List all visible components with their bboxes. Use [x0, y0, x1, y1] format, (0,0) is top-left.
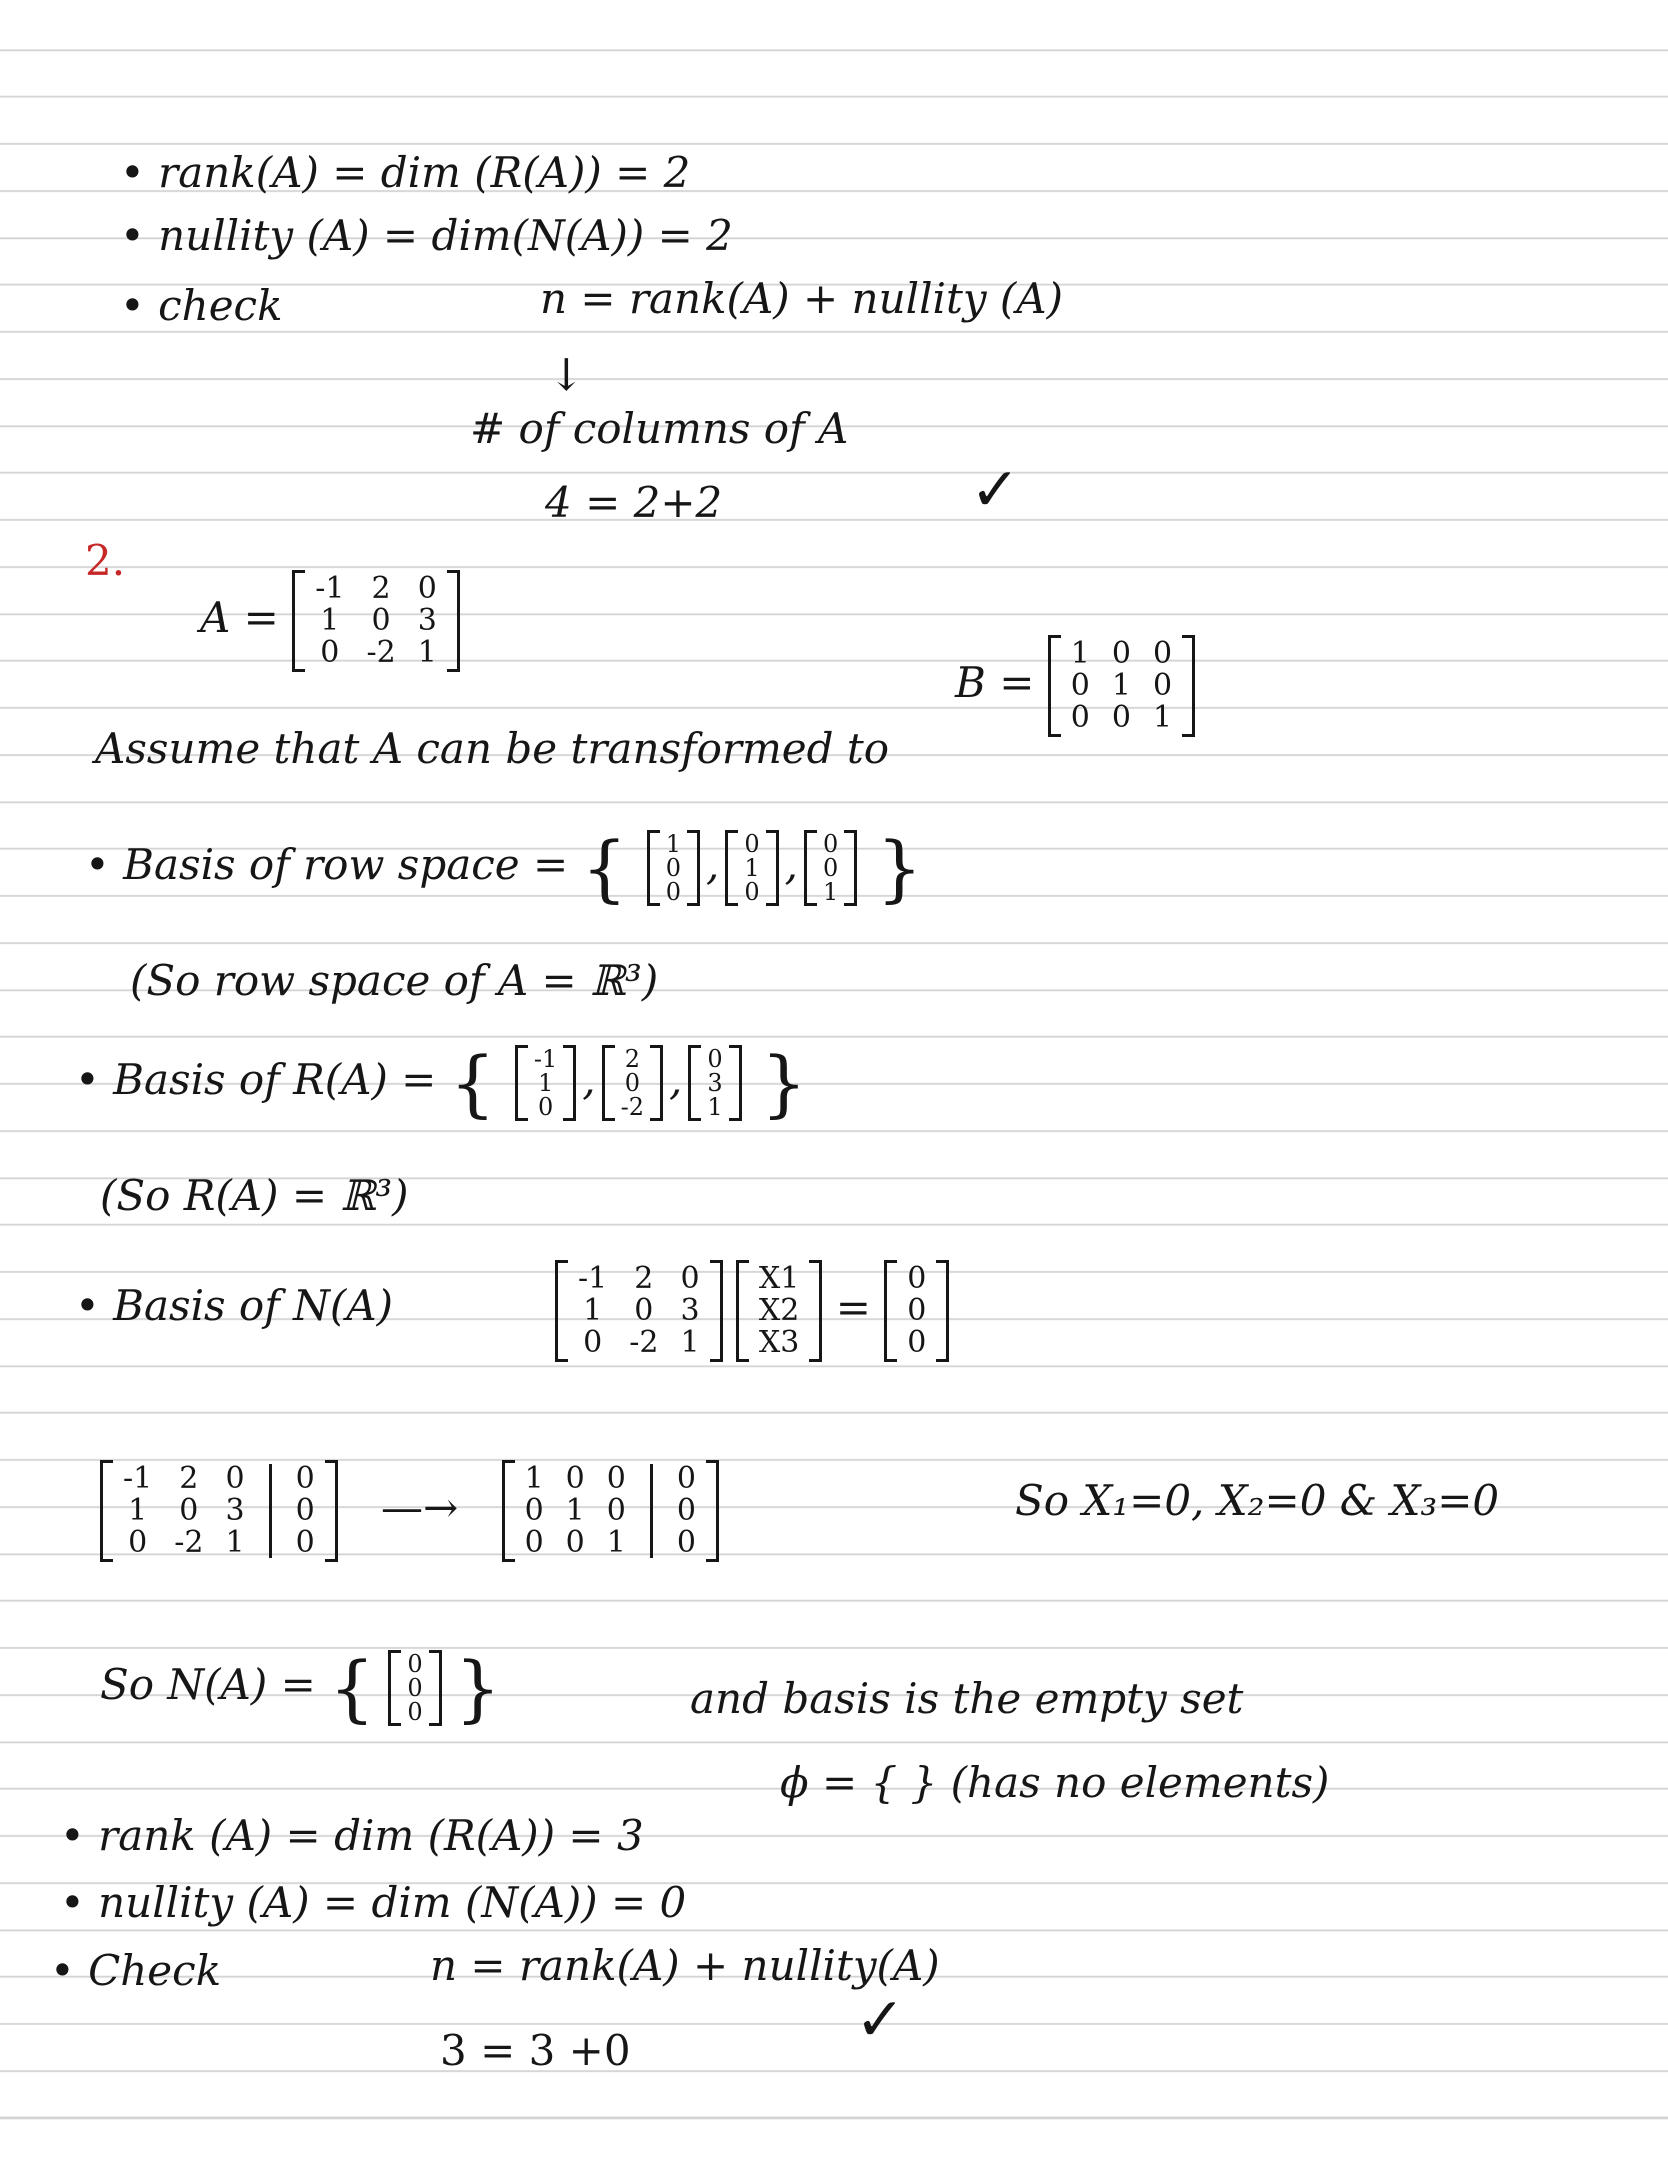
matrix-entry: 1 [583, 1293, 603, 1328]
matrix-entry: 0 [583, 1325, 603, 1360]
matrix-b [1048, 635, 1195, 737]
vector-entry: 0 [907, 1261, 927, 1296]
na-set-line [100, 1646, 501, 1730]
matrix-a-block [200, 570, 460, 672]
matrix-entry: 1 [1111, 668, 1131, 703]
vector-entry: 1 [537, 1069, 554, 1097]
matrix-entry: 1 [1152, 700, 1173, 735]
system-matrix [555, 1260, 723, 1362]
matrix-a-label: A = [200, 593, 279, 642]
ra-basis-vector-3 [688, 1045, 741, 1121]
matrix-entry: 1 [606, 1525, 626, 1560]
vector-entry: 0 [744, 878, 760, 906]
comma: , [784, 840, 798, 889]
matrix-entry: 1 [128, 1493, 148, 1528]
x-vector [736, 1260, 822, 1362]
nullity-line: • nullity (A) = dim(N(A)) = 2 [120, 211, 733, 260]
vector-entry: 0 [907, 1293, 927, 1328]
matrix-entry: -1 [578, 1261, 608, 1296]
system-equation [555, 1260, 949, 1362]
matrix-entry: 0 [606, 1461, 626, 1496]
matrix-entry: 0 [179, 1493, 199, 1528]
matrix-entry: 1 [565, 1493, 585, 1528]
matrix-entry: 1 [320, 603, 340, 638]
na-basis-label: • Basis of N(A) [75, 1281, 393, 1330]
ra-basis-line [75, 1041, 807, 1125]
matrix-entry: 0 [295, 1525, 315, 1560]
rank-line-2: • rank (A) = dim (R(A)) = 3 [60, 1811, 644, 1860]
row-basis-close-brace: } [876, 826, 923, 910]
vector-entry: 0 [744, 830, 760, 858]
columns-note: # of columns of A [470, 404, 849, 453]
row-basis-open-brace: { [581, 826, 628, 910]
row-reduction [100, 1460, 719, 1562]
matrix-entry: 2 [371, 571, 391, 606]
matrix-entry: 1 [524, 1461, 544, 1496]
vector-entry: X2 [758, 1293, 800, 1328]
ra-basis-vector-1 [515, 1045, 576, 1121]
vector-entry: -1 [533, 1045, 558, 1073]
matrix-entry: 0 [524, 1493, 544, 1528]
matrix-entry: -2 [174, 1525, 204, 1560]
matrix-entry: 0 [225, 1461, 245, 1496]
matrix-entry: 0 [676, 1525, 696, 1560]
vector-entry: 1 [665, 830, 681, 858]
matrix-entry: 0 [606, 1493, 626, 1528]
problem-number: 2. [85, 536, 126, 585]
matrix-entry: -1 [123, 1461, 153, 1496]
matrix-entry: 0 [128, 1525, 148, 1560]
rank-line: • rank(A) = dim (R(A)) = 2 [120, 148, 691, 197]
solution-text: So X₁=0, X₂=0 & X₃=0 [1015, 1476, 1500, 1525]
augmented-left [100, 1460, 338, 1562]
vector-entry: 1 [707, 1093, 723, 1121]
matrix-entry: 1 [1070, 636, 1090, 671]
matrix-entry: 0 [1152, 636, 1173, 671]
row-basis-vector-2 [725, 830, 778, 906]
vector-entry: 0 [907, 1325, 927, 1360]
matrix-entry: 0 [1111, 700, 1131, 735]
matrix-entry: 0 [676, 1493, 696, 1528]
matrix-entry: 0 [1070, 668, 1090, 703]
matrix-entry: -2 [366, 635, 396, 670]
row-space-note: (So row space of A = ℝ³) [130, 956, 659, 1005]
matrix-entry: 0 [417, 571, 437, 606]
vector-entry: 0 [407, 1674, 423, 1702]
matrix-entry: 3 [225, 1493, 245, 1528]
vector-entry: 0 [665, 878, 681, 906]
matrix-entry: 0 [680, 1261, 700, 1296]
vector-entry: 2 [624, 1045, 640, 1073]
matrix-entry: 2 [634, 1261, 654, 1296]
vector-entry: 1 [744, 854, 760, 882]
vector-entry: 0 [537, 1093, 554, 1121]
matrix-entry: 0 [524, 1525, 544, 1560]
ra-note: (So R(A) = ℝ³) [100, 1171, 409, 1220]
row-basis-vector-3 [804, 830, 857, 906]
equals-sign: = [835, 1283, 871, 1332]
augment-divider [650, 1464, 653, 1558]
matrix-entry: 0 [634, 1293, 654, 1328]
na-close-brace: } [454, 1646, 501, 1730]
vector-entry: 0 [407, 1650, 423, 1678]
vector-entry: 0 [822, 830, 839, 858]
matrix-entry: 0 [1111, 636, 1131, 671]
matrix-entry: 0 [676, 1461, 696, 1496]
matrix-entry: 0 [295, 1493, 315, 1528]
ra-basis-open-brace: { [449, 1041, 496, 1125]
vector-entry: 0 [822, 854, 839, 882]
na-set-label: So N(A) = [100, 1660, 316, 1709]
sum-check: 4 = 2+2 [545, 478, 723, 527]
nullity-line-2: • nullity (A) = dim (N(A)) = 0 [60, 1878, 687, 1927]
row-basis-label: • Basis of row space = [85, 840, 569, 889]
matrix-entry: 0 [565, 1461, 585, 1496]
check-equation: n = rank(A) + nullity (A) [540, 274, 1064, 323]
assume-text: Assume that A can be transformed to [95, 724, 890, 773]
matrix-entry: 3 [680, 1293, 700, 1328]
vector-entry: X3 [758, 1325, 800, 1360]
na-open-brace: { [329, 1646, 375, 1730]
matrix-entry: 0 [565, 1525, 585, 1560]
matrix-entry: 1 [225, 1525, 245, 1560]
check-equation-2: n = rank(A) + nullity(A) [430, 1941, 940, 1990]
vector-entry: 0 [407, 1698, 423, 1726]
vector-entry: 1 [822, 878, 839, 906]
matrix-entry: 0 [1070, 700, 1090, 735]
matrix-entry: 0 [320, 635, 340, 670]
zero-vector [884, 1260, 949, 1362]
matrix-entry: 1 [680, 1325, 700, 1360]
check-label-2: • Check [50, 1946, 222, 1995]
vector-entry: 3 [707, 1069, 723, 1097]
vector-entry: X1 [758, 1261, 800, 1296]
matrix-b-label: B = [955, 658, 1035, 707]
augment-divider [269, 1464, 272, 1558]
vector-entry: 0 [624, 1069, 640, 1097]
row-basis-line [85, 826, 923, 910]
down-arrow: ↓ [548, 350, 585, 401]
comma: , [705, 840, 720, 889]
matrix-b-block [955, 635, 1195, 737]
phi-text: ϕ = { } (has no elements) [780, 1758, 1330, 1807]
reduce-arrow: —→ [381, 1483, 459, 1532]
matrix-entry: 1 [417, 635, 437, 670]
matrix-a [292, 570, 460, 672]
vector-entry: -2 [620, 1093, 645, 1121]
ra-basis-close-brace: } [761, 1041, 807, 1125]
row-basis-vector-1 [647, 830, 700, 906]
ra-basis-vector-2 [602, 1045, 663, 1121]
check-mark-2: ✓ [855, 1985, 906, 2055]
check-mark-1: ✓ [970, 455, 1021, 525]
ra-basis-label: • Basis of R(A) = [75, 1055, 437, 1104]
augmented-right [502, 1460, 719, 1562]
matrix-entry: 0 [371, 603, 391, 638]
vector-entry: 0 [707, 1045, 723, 1073]
check-label: • check [120, 281, 283, 330]
matrix-entry: 0 [1152, 668, 1173, 703]
na-vector [388, 1650, 441, 1726]
comma: , [669, 1055, 683, 1104]
comma: , [582, 1055, 596, 1104]
final-equation: 3 = 3 +0 [440, 2026, 631, 2075]
matrix-entry: 3 [417, 603, 437, 638]
matrix-entry: 0 [295, 1461, 315, 1496]
vector-entry: 0 [665, 854, 681, 882]
matrix-entry: 2 [179, 1461, 199, 1496]
matrix-entry: -1 [315, 571, 345, 606]
matrix-entry: -2 [629, 1325, 659, 1360]
empty-set-text: and basis is the empty set [690, 1674, 1244, 1723]
